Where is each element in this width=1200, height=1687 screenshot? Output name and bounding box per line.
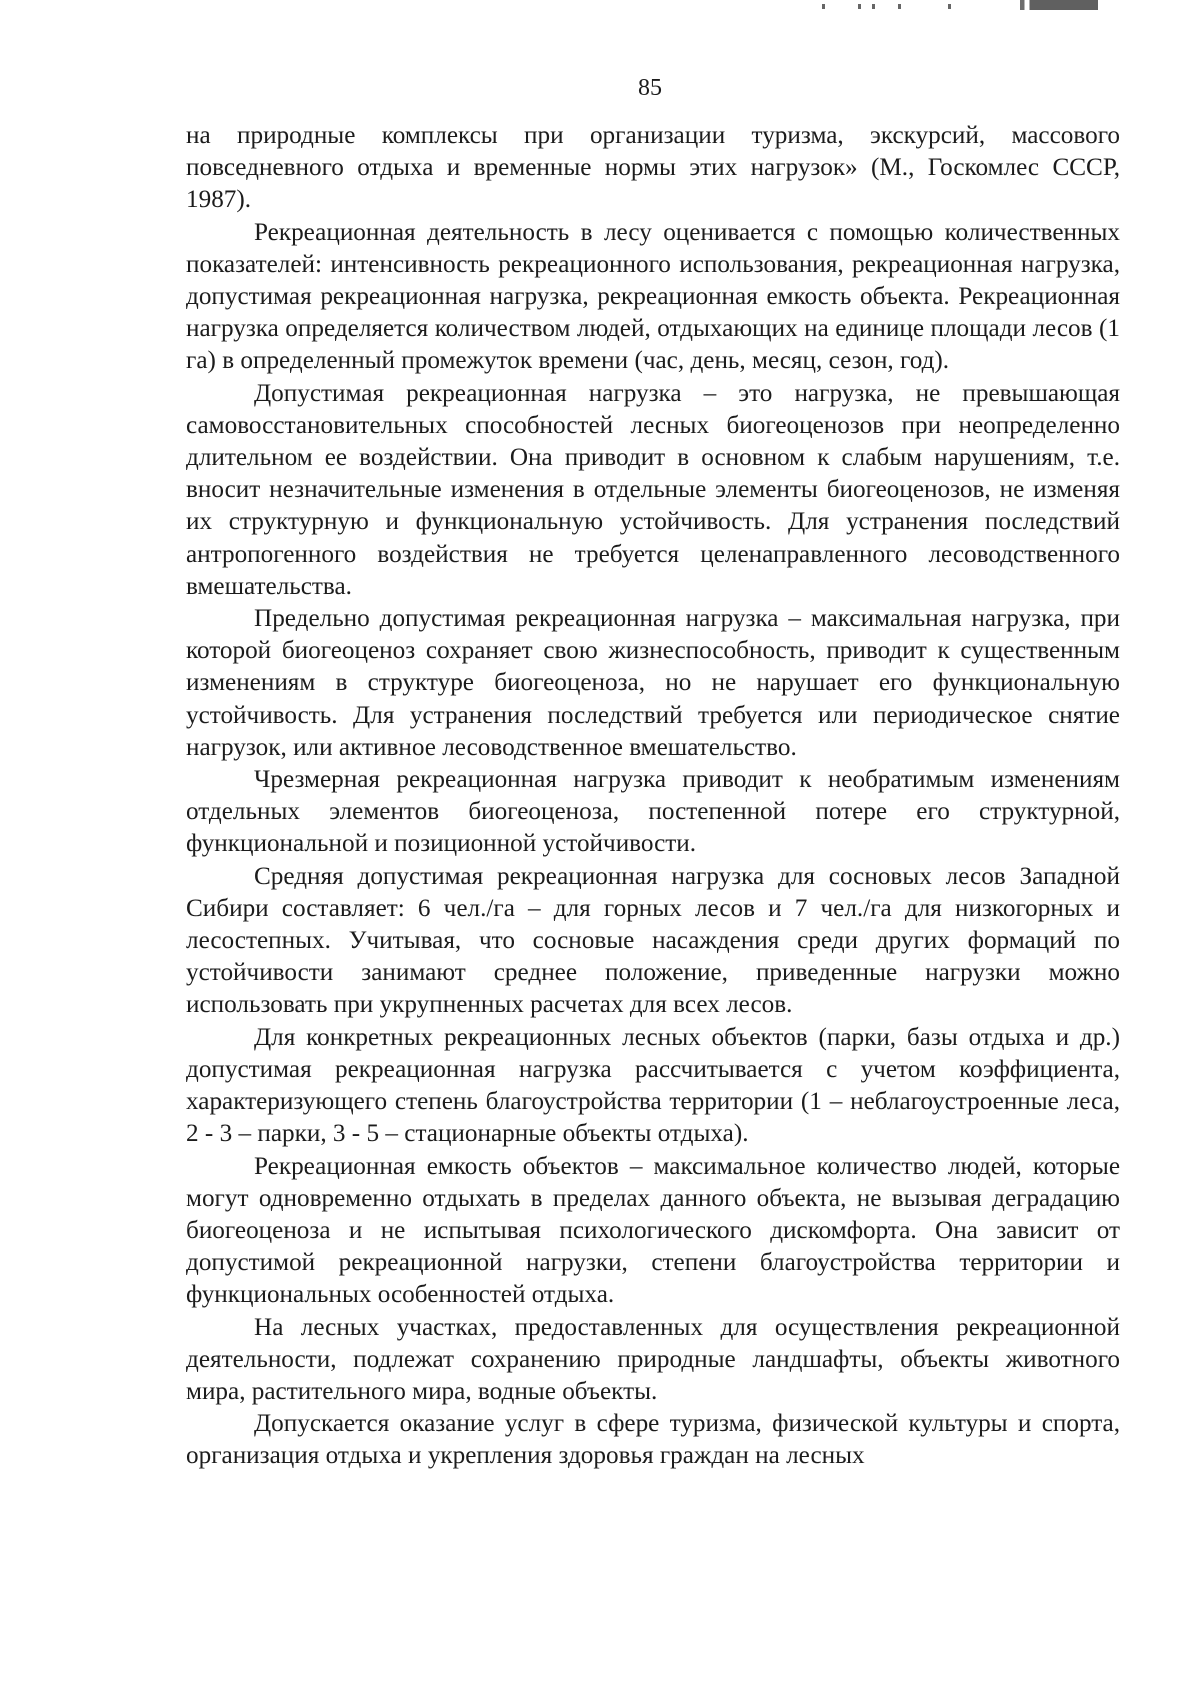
- paragraph: Для конкретных рекреационных лесных объектов (парки, базы отдыха и др.) допустимая рекреационная нагрузка рассчитывается с учетом коэффициента, характеризующего степень благоустройства территории (1 – неблагоустроенные леса, 2 - 3 – парки, 3 - 5 – стационарные объекты отдыха).: [186, 1023, 1120, 1148]
- paragraph: Предельно допустимая рекреационная нагрузка – максимальная нагрузка, при которой биогеоценоз сохраняет свою жизнеспособность, приводит к существенным изменениям в структуре биогеоценоза, но не нарушает его функциональную устойчивость. Для устранения последствий требуется или периодическое снятие нагрузок, или активное лесоводственное вмешательство.: [186, 605, 1120, 761]
- paragraph: Чрезмерная рекреационная нагрузка приводит к необратимым изменениям отдельных элементов биогеоценоза, постепенной потере его структурной, функциональной и позиционной устойчивости.: [186, 766, 1120, 858]
- paragraph: на природные комплексы при организации туризма, экскурсий, массового повседневного отдыха и временные нормы этих нагрузок» (М., Госкомлес СССР, 1987).: [186, 122, 1120, 214]
- page-number: 85: [638, 75, 662, 101]
- paragraph: На лесных участках, предоставленных для осуществления рекреационной деятельности, подлежат сохранению природные ландшафты, объекты животного мира, растительного мира, водные объекты.: [186, 1313, 1120, 1405]
- paragraph: Средняя допустимая рекреационная нагрузка для сосновых лесов Западной Сибири составляет: 6 чел./га – для горных лесов и 7 чел./га для низкогорных и лесостепных. Учитывая, что сосновые насаждения среди других формаций по устойчивости занимают среднее положение, приведенные нагрузки можно использовать при укрупненных расчетах для всех лесов.: [186, 862, 1120, 1019]
- scan-artifacts: [820, 4, 1010, 10]
- body-text: [186, 120, 1120, 1473]
- paragraph: Рекреационная емкость объектов – максимальное количество людей, которые могут одновременно отдыхать в пределах данного объекта, не вызывая деградацию биогеоценоза и не испытывая психологического дискомфорта. Она зависит от допустимой рекреационной нагрузки, степени благоустройства территории и функциональных особенностей отдыха.: [186, 1152, 1120, 1309]
- paragraph: Допускается оказание услуг в сфере туризма, физической культуры и спорта, организация отдыха и укрепления здоровья граждан на лесных: [186, 1410, 1120, 1470]
- scan-artifact-bar: [1020, 0, 1098, 10]
- paragraph: Рекреационная деятельность в лесу оценивается с помощью количественных показателей: интенсивность рекреационного использования, рекреационная нагрузка, допустимая рекреационная нагрузка, рекреационная емкость объекта. Рекреационная нагрузка определяется количеством людей, отдыхающих на единице площади лесов (1 га) в определенный промежуток времени (час, день, месяц, сезон, год).: [186, 218, 1120, 375]
- paragraph: Допустимая рекреационная нагрузка – это нагрузка, не превышающая самовосстановительных способностей лесных биогеоценозов при неопределенно длительном ее воздействии. Она приводит в основном к слабым нарушениям, т.е. вносит незначительные изменения в отдельные элементы биогеоценозов, не изменяя их структурную и функциональную устойчивость. Для устранения последствий антропогенного воздействия не требуется целенаправленного лесоводственного вмешательства.: [186, 379, 1120, 600]
